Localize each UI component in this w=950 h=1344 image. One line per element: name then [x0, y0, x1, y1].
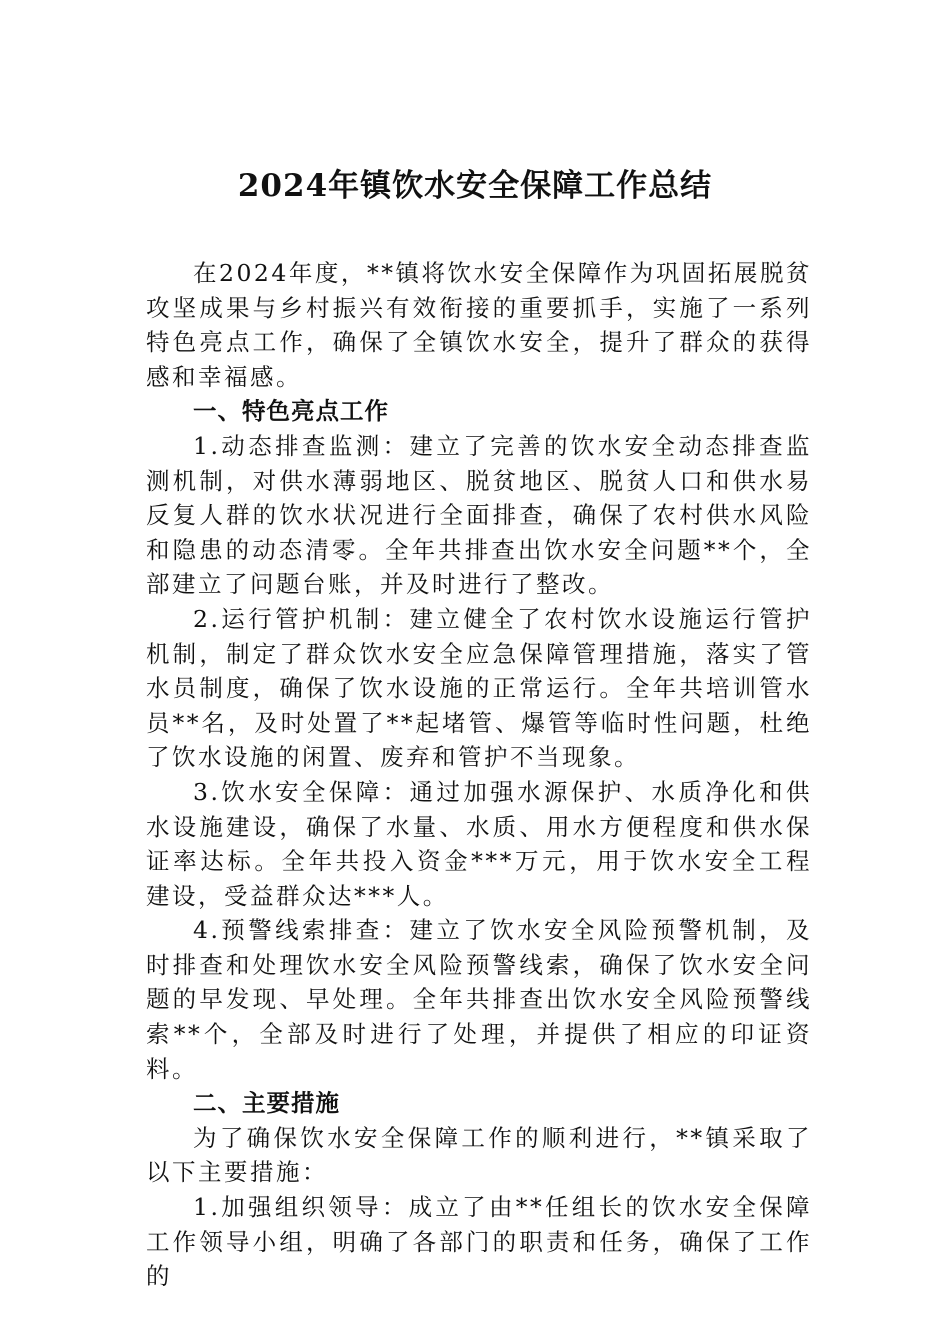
- paragraph-dynamic-monitoring: 1.动态排查监测：建立了完善的饮水安全动态排查监测机制，对供水薄弱地区、脱贫地区、脱贫人口和供水易反复人群的饮水状况进行全面排查，确保了农村供水风险和隐患的动态清零。全年共排查出饮水安全问题**个，全部建立了问题台账，并及时进行了整改。: [146, 431, 812, 599]
- paragraph-maintenance-mechanism: 2.运行管护机制：建立健全了农村饮水设施运行管护机制，制定了群众饮水安全应急保障管理措施，落实了管水员制度，确保了饮水设施的正常运行。全年共培训管水员**名，及时处置了**起堵管、爆管等临时性问题，杜绝了饮水设施的闲置、废弃和管护不当现象。: [146, 604, 812, 772]
- section-heading-measures: 二、主要措施: [193, 1089, 340, 1118]
- paragraph-measures-intro: 为了确保饮水安全保障工作的顺利进行，**镇采取了以下主要措施：: [146, 1123, 812, 1187]
- paragraph-early-warning: 4.预警线索排查：建立了饮水安全风险预警机制，及时排查和处理饮水安全风险预警线索，确保了饮水安全问题的早发现、早处理。全年共排查出饮水安全风险预警线索**个，全部及时进行了处理，并提供了相应的印证资料。: [146, 916, 812, 1083]
- intro-paragraph: 在2024年度，**镇将饮水安全保障作为巩固拓展脱贫攻坚成果与乡村振兴有效衔接的重要抓手，实施了一系列特色亮点工作，确保了全镇饮水安全，提升了群众的获得感和幸福感。: [146, 259, 812, 391]
- paragraph-water-safety: 3.饮水安全保障：通过加强水源保护、水质净化和供水设施建设，确保了水量、水质、用水方便程度和供水保证率达标。全年共投入资金***万元，用于饮水安全工程建设，受益群众达***人。: [146, 777, 812, 910]
- document-body: [146, 256, 812, 1294]
- document-title: 2024年镇饮水安全保障工作总结: [237, 168, 713, 204]
- paragraph-organization: 1.加强组织领导：成立了由**任组长的饮水安全保障工作领导小组，明确了各部门的职责和任务，确保了工作的: [146, 1193, 812, 1291]
- section-heading-highlights: 一、特色亮点工作: [193, 397, 389, 426]
